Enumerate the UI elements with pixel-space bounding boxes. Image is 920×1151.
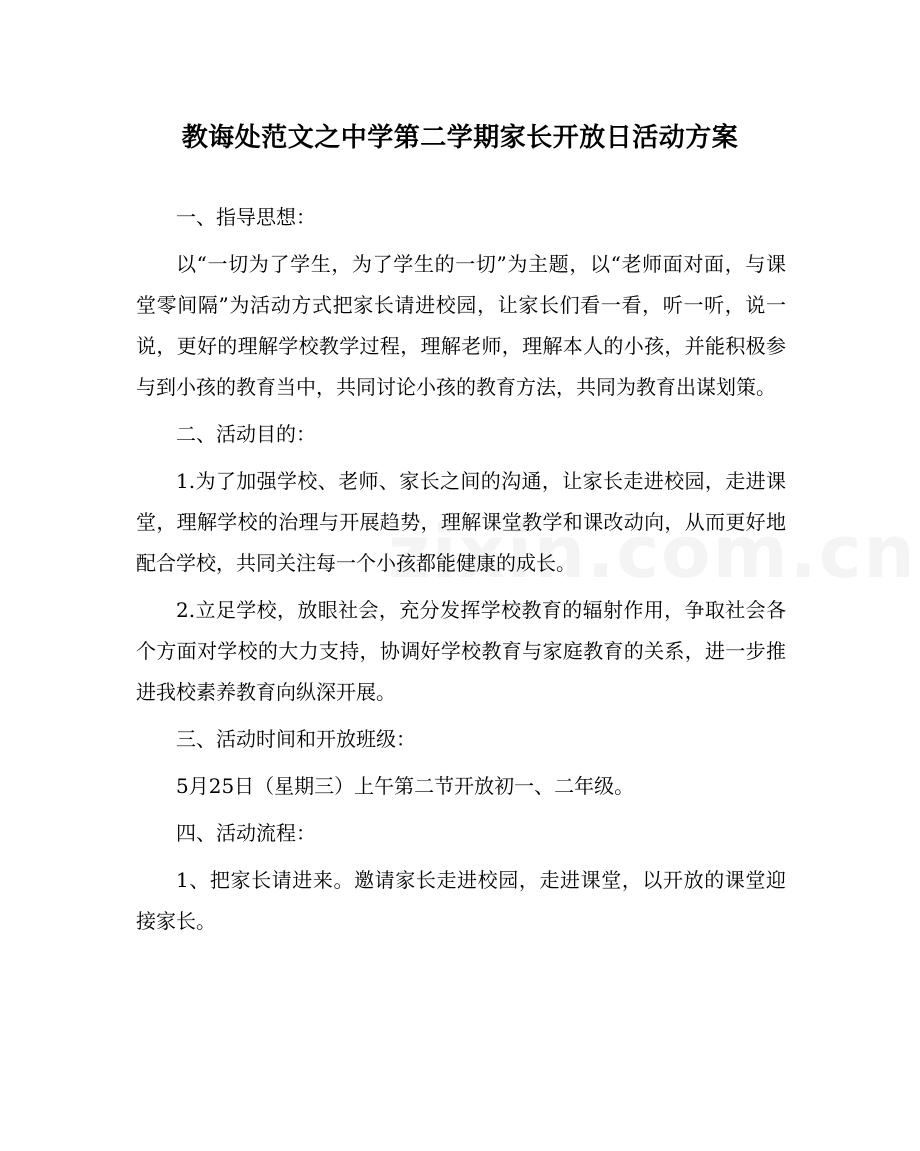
paragraph-purpose-2: 2.立足学校，放眼社会，充分发挥学校教育的辐射作用，争取社会各个方面对学校的大力支持，协调好学校教育与家庭教育的关系，进一步推进我校素养教育向纵深开展。: [136, 598, 786, 704]
heading-guiding-thought: 一、指导思想：: [176, 205, 316, 229]
document-body: [136, 197, 786, 948]
paragraph-guiding-thought: 以“一切为了学生，为了学生的一切”为主题，以“老师面对面，与课堂零间隔”为活动方式把家长请进校园，让家长们看一看，听一听，说一说，更好的理解学校教学过程，理解老师，理解本人的小孩，并能积极参与到小孩的教育当中，共同讨论小孩的教育方法，共同为教育出谋划策。: [136, 252, 786, 399]
heading-activity-time: 三、活动时间和开放班级：: [176, 727, 416, 751]
paragraph-activity-time: 5月25日（星期三）上午第二节开放初一、二年级。: [176, 774, 635, 798]
document-title: 教诲处范文之中学第二学期家长开放日活动方案: [181, 123, 739, 153]
paragraph-process-1: 1、把家长请进来。邀请家长走进校园，走进课堂，以开放的课堂迎接家长。: [136, 868, 786, 933]
paragraph-purpose-1: 1.为了加强学校、老师、家长之间的沟通，让家长走进校园，走进课堂，理解学校的治理与开展趋势，理解课堂教学和课改动向，从而更好地配合学校，共同关注每一个小孩都能健康的成长。: [136, 469, 786, 575]
heading-activity-process: 四、活动流程：: [176, 821, 316, 845]
heading-activity-purpose: 二、活动目的：: [176, 422, 316, 446]
